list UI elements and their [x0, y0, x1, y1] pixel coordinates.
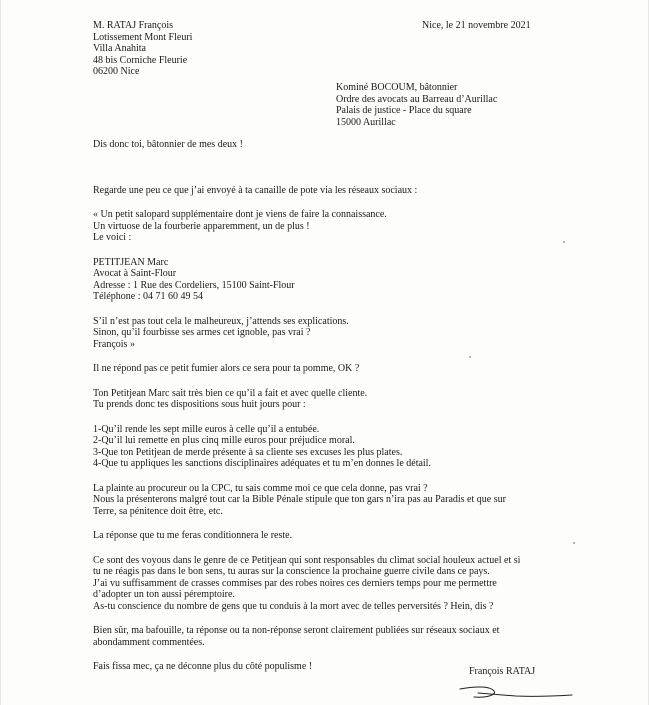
intro-paragraph: Regarde une peu ce que j’ai envoyé à ta canaille de pote via les réseaux sociaux :: [93, 184, 418, 196]
publish-line: abondamment commentées.: [93, 636, 205, 648]
contact-block: [93, 257, 553, 303]
demands-list: [93, 424, 553, 470]
voyous-line: d’adopter un ton aussi péremptoire.: [93, 589, 235, 600]
demand-item: 1-Qu’il rende les sept mille euros à celle qu’il a entubée.: [93, 423, 320, 435]
sender-line: Villa Anahita: [93, 43, 146, 54]
quote-line: Un virtuose de la fourberie apparemment, un de plus !: [93, 220, 310, 232]
sender-line: Lotissement Mont Fleuri: [93, 31, 193, 43]
publish-line: Bien sûr, ma bafouille, ta réponse ou ta non-réponse seront clairement publiées sur réseaux sociaux et: [93, 625, 500, 636]
closing-paragraph: Fais fissa mec, ça ne déconne plus du côté populisme !: [93, 661, 313, 672]
demand-item: 3-Que ton Petitjean de merde présente à sa cliente ses excuses les plus plates.: [93, 446, 403, 458]
handwritten-signature: [456, 683, 576, 703]
knows-paragraph: [93, 388, 553, 411]
recipient-address: [336, 82, 497, 128]
complaint-line: Nous la présenterons malgré tout car la Bible Pénale stipule que ton gars n’ira pas au Paradis et que sur: [93, 494, 506, 505]
sender-address: [93, 20, 192, 78]
demand-item: 4-Que tu appliques les sanctions disciplinaires adéquates et tu m’en donnes le détail.: [93, 458, 431, 469]
voyous-line: tu ne réagis pas dans le bon sens, tu auras sur la conscience la prochaine guerre civile dans ce pays.: [93, 566, 490, 577]
voyous-paragraph: [93, 555, 553, 613]
paper-speck: [563, 241, 565, 243]
contact-line: Adresse : 1 Rue des Cordeliers, 15100 Saint-Flour: [93, 279, 295, 291]
threat-paragraph: Il ne répond pas ce petit fumier alors ce sera pour ta pomme, OK ?: [93, 363, 360, 374]
recipient-line: 15000 Aurillac: [336, 116, 396, 128]
complaint-line: La plainte au procureur ou la CPC, tu sais comme moi ce que cela donne, pas vrai ?: [93, 482, 428, 494]
quote-end-line: François »: [93, 338, 135, 350]
publish-paragraph: [93, 625, 553, 648]
letter-body: [93, 139, 553, 673]
voyous-line: Ce sont des voyous dans le genre de ce Petitjean qui sont responsables du climat social houleux actuel et si: [93, 554, 521, 566]
voyous-line: As-tu conscience du nombre de gens que tu conduis à la mort avec de telles perversités ? Hein, dis ?: [93, 600, 494, 612]
quote-end-line: Sinon, qu’il fourbisse ses armes cet ignoble, pas vrai ?: [93, 327, 311, 338]
paper-speck: [573, 542, 575, 544]
quote-block: [93, 209, 553, 244]
quote-end-line: S’il n’est pas tout cela le malheureux, j’attends ses explications.: [93, 315, 349, 327]
quote-line: « Un petit salopard supplémentaire dont je viens de faire la connaissance.: [93, 209, 387, 220]
sender-line: 06200 Nice: [93, 66, 140, 77]
signature-name: François RATAJ: [469, 666, 536, 677]
contact-line: Avocat à Saint-Flour: [93, 268, 177, 279]
greeting: Dis donc toi, bâtonnier de mes deux !: [93, 139, 243, 150]
complaint-paragraph: [93, 483, 553, 518]
letter-date: Nice, le 21 novembre 2021: [422, 20, 531, 31]
quote-end-block: [93, 316, 553, 351]
complaint-line: Terre, sa pénitence doit être, etc.: [93, 505, 223, 517]
quote-line: Le voici :: [93, 232, 132, 243]
contact-line: Téléphone : 04 71 60 49 54: [93, 291, 203, 302]
contact-line: PETITJEAN Marc: [93, 256, 169, 268]
knows-line: Tu prends donc tes dispositions sous huit jours pour :: [93, 399, 306, 410]
recipient-line: Palais de justice - Place du square: [336, 105, 472, 116]
sender-line: M. RATAJ François: [93, 20, 174, 31]
knows-line: Ton Petitjean Marc sait très bien ce qu’il a fait et avec quelle cliente.: [93, 387, 368, 399]
demand-item: 2-Qu’il lui remette en plus cinq mille euros pour préjudice moral.: [93, 435, 355, 446]
paper-speck: [469, 356, 471, 358]
response-paragraph: La réponse que tu me feras conditionnera le reste.: [93, 530, 293, 541]
recipient-line: Ordre des avocats au Barreau d’Aurillac: [336, 93, 498, 105]
sender-line: 48 bis Corniche Fleurie: [93, 54, 188, 66]
voyous-line: J’ai vu suffisamment de crasses commises par des robes noires ces derniers temps pour me permettre: [93, 577, 497, 589]
recipient-line: Kominé BOCOUM, bâtonnier: [336, 82, 458, 93]
